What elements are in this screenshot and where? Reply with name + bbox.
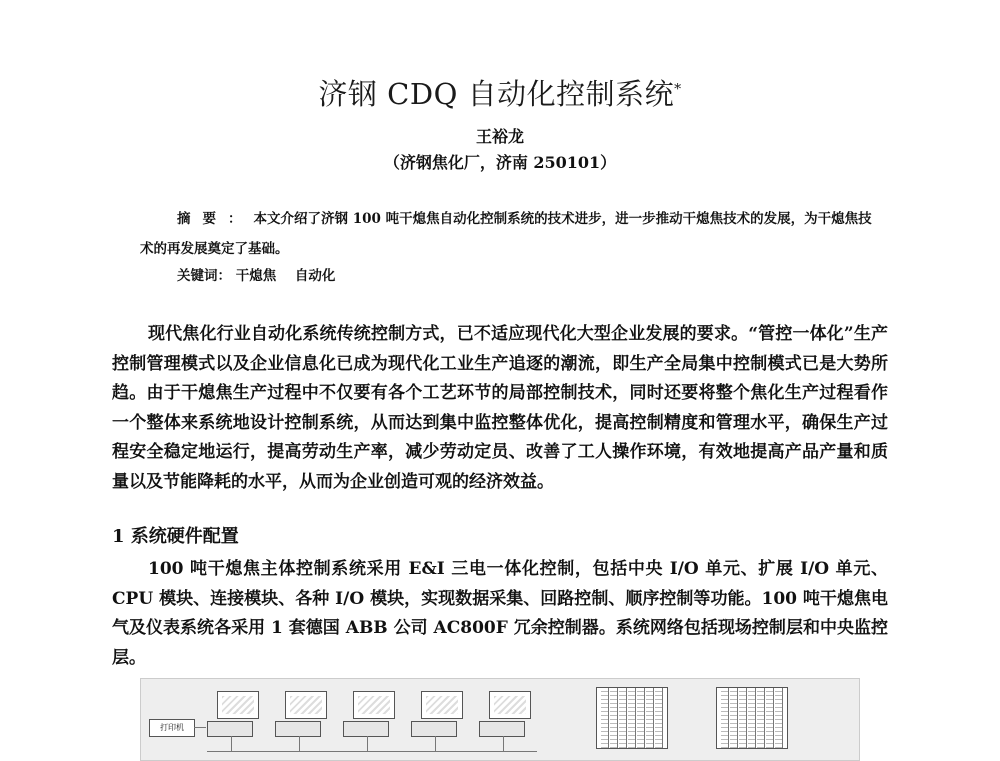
workstation-monitor-icon — [217, 691, 259, 719]
keyboard-icon — [275, 721, 321, 737]
controller-rack-icon — [716, 687, 788, 749]
workstation-monitor-icon — [285, 691, 327, 719]
intro-paragraph: 现代焦化行业自动化系统传统控制方式，已不适应现代化大型企业发展的要求。“管控一体化”生产控制管理模式以及企业信息化已成为现代化工业生产追逐的潮流，即生产全局集中控制模式已是大势所趋。由于干熄焦生产过程中不仅要有各个工艺环节的局部控制技术，同时还要将整个焦化生产过程看作一个整体来系统地设计控制系统，从而达到集中监控整体优化，提高控制精度和管理水平，确保生产过程安全稳定地运行，提高劳动生产率，减少劳动定员、改善了工人操作环境，有效地提高产品产量和质量以及节能降耗的水平，从而为企业创造可观的经济效益。 — [112, 324, 888, 492]
connector-line — [299, 736, 300, 751]
keyboard-icon — [479, 721, 525, 737]
keyboard-icon — [207, 721, 253, 737]
keyboard-icon — [411, 721, 457, 737]
keywords — [177, 264, 349, 284]
abstract-text: 本文介绍了济钢 100 吨干熄焦自动化控制系统的技术进步，进一步推动干熄焦技术的发展，为干熄焦技术的再发展奠定了基础。 — [140, 211, 872, 257]
abstract-label: 摘要： — [177, 211, 254, 227]
affiliation: （济钢焦化厂，济南 250101） — [383, 153, 617, 172]
connector-line — [435, 736, 436, 751]
controller-rack-icon — [596, 687, 668, 749]
keywords-label: 关键词： — [177, 268, 231, 284]
author: 王裕龙 — [475, 127, 524, 146]
connector-line — [231, 736, 232, 751]
connector-line — [194, 727, 206, 728]
printer-label: 打印机 — [149, 719, 195, 737]
network-bus-line — [207, 751, 537, 752]
keyword: 干熄焦 — [235, 268, 277, 284]
workstation-monitor-icon — [421, 691, 463, 719]
workstation-monitor-icon — [353, 691, 395, 719]
system-network-figure — [140, 678, 860, 761]
abstract — [140, 204, 875, 264]
connector-line — [503, 736, 504, 751]
section-paragraph: 100 吨干熄焦主体控制系统采用 E&I 三电一体化控制，包括中央 I/O 单元、扩展 I/O 单元、CPU 模块、连接模块、各种 I/O 模块，实现数据采集、回路控制、顺序控制等功能。100 吨干熄焦电气及仪表系统各采用 1 套德国 ABB 公司 AC800F 冗余控制器。系统网络包括现场控制层和中央监控层。 — [112, 559, 888, 668]
keyword: 自动化 — [294, 268, 336, 284]
paper-title — [0, 72, 1000, 113]
section-heading: 1 系统硬件配置 — [112, 526, 239, 547]
workstation-monitor-icon — [489, 691, 531, 719]
title-footnote-mark: * — [674, 81, 682, 98]
connector-line — [367, 736, 368, 751]
keyboard-icon — [343, 721, 389, 737]
title-text: 济钢 CDQ 自动化控制系统 — [318, 77, 675, 111]
